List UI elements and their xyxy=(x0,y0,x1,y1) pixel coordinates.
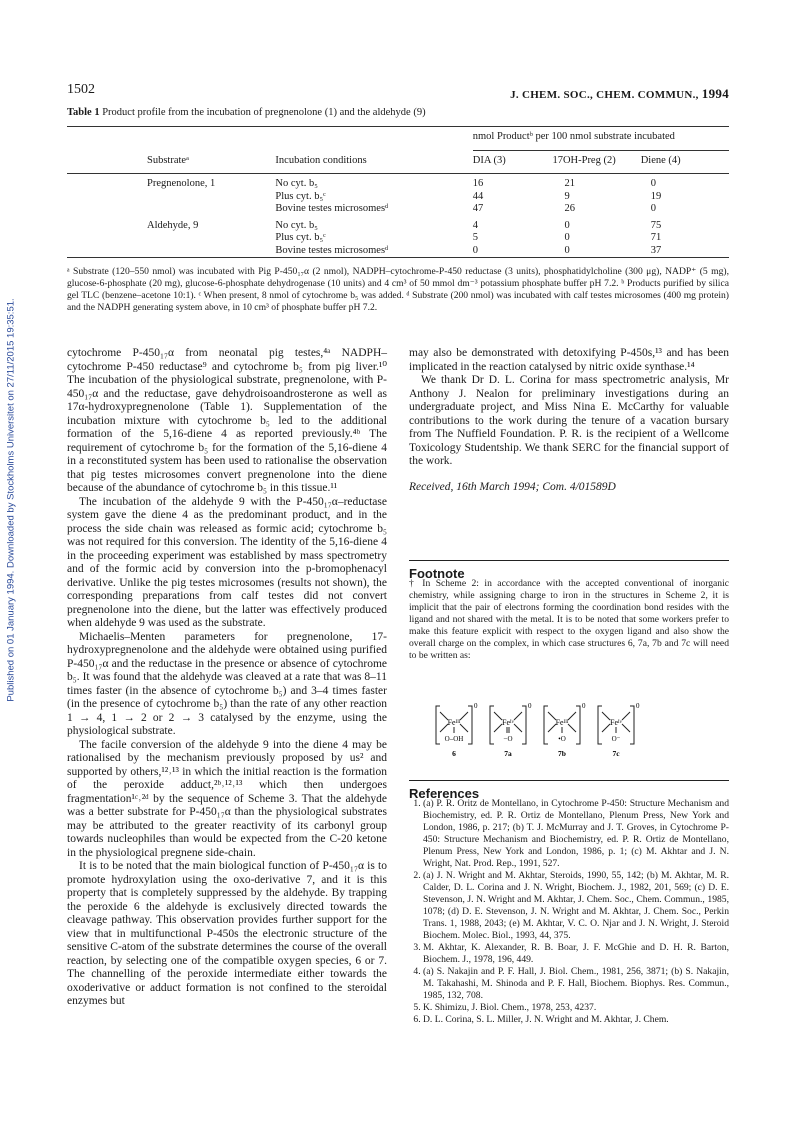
bond-line xyxy=(494,712,502,720)
reference-item: 3. M. Akhtar, K. Alexander, R. B. Boar, J. F. McGhie and D. H. R. Barton, Biochem. J., 1978, 196, 449. xyxy=(423,942,729,966)
right-column xyxy=(409,347,729,494)
bond-line xyxy=(494,724,502,732)
table-cell-condition: Bovine testes microsomesᵈ xyxy=(275,245,472,258)
table-row xyxy=(67,220,729,233)
bond-line xyxy=(568,712,576,720)
table-row xyxy=(67,191,729,204)
table-footnotes: ᵃ Substrate (120–550 nmol) was incubated with Pig P-450₁₇α (2 nmol), NADPH–cytochrome-P-450 reductase (3 units), phosphatidylcholine (300 μg), NADP⁺ (5 mg), glucose-6-phosphate (20 mg), glucose-6-phosphate dehydrogenase (10 units) and 4 cm³ of 50 mmol dm⁻³ potassium phosphate buffer pH 7.2. ᵇ Products purified by silica gel TLC (benzene–acetone 10:1). ᶜ When present, 8 nmol of cytochrome b₅ was added. ᵈ Substrate (200 nmol) was incubated with calf testes microsomes (400 mg protein) and the NADPH generating system above, in 10 cm³ of phosphate buffer pH 7.2. xyxy=(67,266,729,313)
bond-line xyxy=(602,724,610,732)
structure-6 xyxy=(436,702,478,758)
footnote-heading: Footnote xyxy=(409,566,465,581)
table-caption xyxy=(67,107,426,118)
table-header-diene: Diene (4) xyxy=(641,151,729,174)
table-cell-17oh: 0 xyxy=(552,245,640,258)
reference-item: 4. (a) S. Nakajin and P. F. Hall, J. Biol. Chem., 1981, 256, 3871; (b) S. Nakajin, M. Takahashi, M. Shinoda and P. F. Hall, Biochem. Biophys. Res. Commun., 1985, 132, 708. xyxy=(423,966,729,1002)
table-cell-dia: 4 xyxy=(472,219,479,231)
reference-item: 6. D. L. Corina, S. L. Miller, J. N. Wright and M. Akhtar, J. Chem. xyxy=(423,1014,729,1026)
bond-line xyxy=(460,712,468,720)
received-line: Received, 16th March 1994; Com. 4/01589D xyxy=(409,480,616,493)
bond-line xyxy=(514,724,522,732)
iron-complex-structures xyxy=(420,702,660,764)
table-cell-condition: No cyt. b₅ xyxy=(275,219,318,231)
reference-item: 5. K. Shimizu, J. Biol. Chem., 1978, 253, 4237. xyxy=(423,1002,729,1014)
body-paragraph: The facile conversion of the aldehyde 9 into the diene 4 may be rationalised by the mechanism previously proposed by us² and supported by others,¹²˒¹³ in which the initial reaction is the formation of the peroxide adduct,²ᵇ˒¹²˒¹³ which then undergoes fragmentation¹ᶜ˒²ᵈ by the sequence of Scheme 3. That the aldehyde was a better substrate for P-450₁₇α than the physiological substrates may be attributed to the greater reactivity of its carbonyl group towards nucleophiles than would be expected from the C-20 ketone in the physiological pregnene side-chain. xyxy=(67,738,387,859)
ligand-label: O⁻ xyxy=(611,735,621,743)
table-caption-label: Table 1 xyxy=(67,107,100,118)
ligand-label: O–OH xyxy=(444,735,464,743)
footnote-text: † In Scheme 2: in accordance with the accepted conventional of inorganic chemistry, while assigning charge to iron in the structures in Scheme 2, it is implicit that the pair of electrons forming the coordination bond resides with the ligand and not shared with the metal. It is to be noted that some workers prefer to make this feature explicit with respect to the oxygen ligand and also show the overall charge on the complex, in which case structures 6, 7a, 7b and 7c will need to be written as: xyxy=(409,578,729,661)
table-cell-17oh: 9 xyxy=(564,190,570,202)
charge-label: 0 xyxy=(474,702,478,710)
iron-label: Feᴵᴵᴵ xyxy=(447,718,461,727)
bond-line xyxy=(622,712,630,720)
bond-line xyxy=(568,724,576,732)
table-cell-dia: 16 xyxy=(472,178,484,189)
bond-line xyxy=(460,724,468,732)
table-cell-dia: 44 xyxy=(472,190,484,202)
iron-label: Feᴵᵛ xyxy=(502,718,514,727)
table-cell-17oh: 21 xyxy=(564,178,575,189)
bond-line xyxy=(622,724,630,732)
table-span-header: nmol Productᵇ per 100 nmol substrate incubated xyxy=(473,131,729,151)
bond-line xyxy=(514,712,522,720)
structure-7a xyxy=(490,702,532,758)
charge-label: 0 xyxy=(528,702,532,710)
body-paragraph: may also be demonstrated with detoxifying P-450s,¹³ and has been implicated in the reaction catalysed by nitric oxide synthase.¹⁴ xyxy=(409,347,729,373)
body-paragraph: The incubation of the aldehyde 9 with the P-450₁₇α–reductase system gave the diene 4 as the predominant product, and in the process the side chain was released as formic acid; cytochrome b₅ was not required for this conversion. The identity of the 5,16-diene 4 in the proceeding experiment was established by mass spectrometry and of the formic acid by conversion into the p-bromophenacyl derivative. Unlike the pig testes microsomes (results not shown), the corresponding preparations from calf testes did not convert pregnenolone into the diene, but the latter was effectively produced when aldehyde 9 was used as the substrate. xyxy=(67,495,387,629)
table-cell-substrate: Pregnenolone, 1 xyxy=(147,178,216,189)
table-cell-dia: 0 xyxy=(473,245,553,258)
iron-label: Feᴵᴵᴵ xyxy=(555,718,569,727)
left-column xyxy=(67,347,387,1009)
table-cell-condition: Bovine testes microsomesᵈ xyxy=(275,203,389,214)
table-row xyxy=(67,178,729,191)
table-cell-dia: 47 xyxy=(472,203,484,214)
body-paragraph: cytochrome P-450₁₇α from neonatal pig testes,⁴ᵃ NADPH–cytochrome P-450 reductase⁹ and cytochrome b₅ from pig liver.¹⁰ The incubation of the physiological substrate, pregnenolone, with P-450₁₇α and the reductase, gave dehydroisoandrosterone as well as 17α-hydroxypregnenolone (Table 1). Supplementation of the incubation mixture with cytochrome b₅ led to the additional formation of the 5,16-diene 4 as reported previously.⁴ᵇ The requirement of cytochrome b₅ for the formation of the 5,16-diene 4 in a reconstituted system has been used to rationalise the observation that pig testes microsomes convert pregnenolone into the diene because of the abundance of cytochrome b₅ in this tissue.¹¹ xyxy=(67,347,387,494)
table-row xyxy=(67,245,729,258)
structure-7c xyxy=(598,702,640,758)
journal-name: J. CHEM. SOC., CHEM. COMMUN., xyxy=(510,89,699,101)
structure-number: 7b xyxy=(558,749,566,758)
table-cell-diene: 71 xyxy=(650,232,662,243)
sidebar-note-text: Published on 01 January 1994. Downloaded by Stockholms Universitet on 27/11/2015 19:35:51. xyxy=(5,298,17,702)
table-row xyxy=(67,232,729,245)
iron-label: Feᴵᵛ xyxy=(610,718,622,727)
table-cell-17oh: 0 xyxy=(564,219,570,231)
table-cell-diene: 19 xyxy=(650,190,662,202)
table-header-dia: DIA (3) xyxy=(473,151,553,174)
table-cell-17oh: 26 xyxy=(564,203,575,214)
publication-sidebar-note xyxy=(0,0,22,1128)
structure-number: 6 xyxy=(452,749,456,758)
table-cell-diene: 0 xyxy=(650,203,656,214)
product-table xyxy=(67,126,729,258)
table-cell-17oh: 0 xyxy=(564,232,570,243)
table-cell-condition: Plus cyt. b₅ᶜ xyxy=(275,190,326,202)
table-cell-diene: 37 xyxy=(641,245,729,258)
structure-number: 7c xyxy=(612,749,620,758)
table-row xyxy=(67,203,729,216)
page-number: 1502 xyxy=(67,82,95,97)
references-heading: References xyxy=(409,786,480,801)
reference-item: 2. (a) J. N. Wright and M. Akhtar, Steroids, 1990, 55, 142; (b) M. Akhtar, M. R. Calder, D. L. Corina and J. N. Wright, Biochem. J., 1982, 201, 569; (c) D. E. Stevenson, J. N. Wright and M. Akhtar, J. Chem. Soc., Chem. Commun., 1985, 1078; (d) D. E. Stevenson, J. N. Wright and M. Akhtar, J. Chem. Soc., Perkin Trans. 1, 1988, 2043; (e) M. Akhtar, V. C. O. Njar and J. N. Wright, J. Steroid Biochem. Molec. Biol., 1993, 44, 375. xyxy=(423,870,729,942)
body-paragraph: It is to be noted that the main biological function of P-450₁₇α is to promote hydroxylation using the oxo-derivative 7, and it is this property that is completely suppressed by the aldehyde. By trapping the peroxide 6 the aldehyde is exclusively directed towards the cleavage pathway. This observation provides further support for the view that in multifunctional P-450s the electronic structure of the sensitive C-atom of the substrate determines the course of the overall reaction, by selecting one of the compatible oxygen species, 6 or 7. The channelling of the peroxide intermediate either towards the oxoderivative or adduct formation is not confined to the steroidal enzymes but xyxy=(67,860,387,1007)
bond-line xyxy=(602,712,610,720)
table-caption-text: Product profile from the incubation of pregnenolone (1) and the aldehyde (9) xyxy=(102,107,426,118)
reference-item: 1. (a) P. R. Oritz de Montellano, in Cytochrome P-450: Structure Mechanism and Biochemistry, ed. P. R. Ortiz de Montellano, Plenum Press, New York and London, 1986, p. 217; (b) T. J. McMurray and J. T. Groves, in Cytochrome P-450: Structure Mechanism and Biochemistry, ed. P. R. Ortiz de Montellano, Plenum Press, New York and London, 1986, p. 1; (c) M. Akhtar and J. N. Wright, Nat. Prod. Rep., 1991, 527. xyxy=(423,798,729,870)
table-cell-condition: Plus cyt. b₅ᶜ xyxy=(275,232,326,243)
journal-year: 1994 xyxy=(701,86,729,101)
table-header-17oh: 17OH-Preg (2) xyxy=(552,151,640,174)
ligand-label: −O xyxy=(503,735,513,743)
table-cell-dia: 5 xyxy=(472,232,479,243)
structure-7b xyxy=(544,702,586,758)
table-cell-diene: 75 xyxy=(650,219,662,231)
references-list xyxy=(409,798,729,1026)
charge-label: 0 xyxy=(636,702,640,710)
body-paragraph: Michaelis–Menten parameters for pregnenolone, 17-hydroxypregnenolone and the aldehyde were obtained using purified P-450₁₇α and the reductase in the presence or absence of cytochrome b₅. It was found that the aldehyde was cleaved at a rate that was 8–11 times faster (in the absence of cytochrome b₅) and 3–4 times faster (in the presence of cytochrome b₅) than the rate of any other reaction 1 → 4, 1 → 2 or 2 → 3 catalysed by the enzyme, using the physiological substrate. xyxy=(67,630,387,737)
table-header-conditions: Incubation conditions xyxy=(275,151,472,174)
journal-header xyxy=(510,86,729,102)
table-cell-substrate: Aldehyde, 9 xyxy=(147,219,199,231)
ligand-label: •O xyxy=(558,735,566,743)
table-cell-condition: No cyt. b₅ xyxy=(275,178,318,189)
charge-label: 0 xyxy=(582,702,586,710)
table-cell-diene: 0 xyxy=(650,178,656,189)
table-header-substrate: Substrateᵃ xyxy=(67,151,275,174)
structure-number: 7a xyxy=(504,749,512,758)
acknowledgements-paragraph: We thank Dr D. L. Corina for mass spectrometric analysis, Mr Anthony J. Nealon for preliminary investigations during an undergraduate project, and Miss Nina E. McCarthy for valuable contributions to the work during the tenure of a vacation bursary from The Nuffield Foundation. P. R. is the recipient of a Wellcome Toxicology Studentship. We thank SERC for the financial support of the work. xyxy=(409,374,729,467)
